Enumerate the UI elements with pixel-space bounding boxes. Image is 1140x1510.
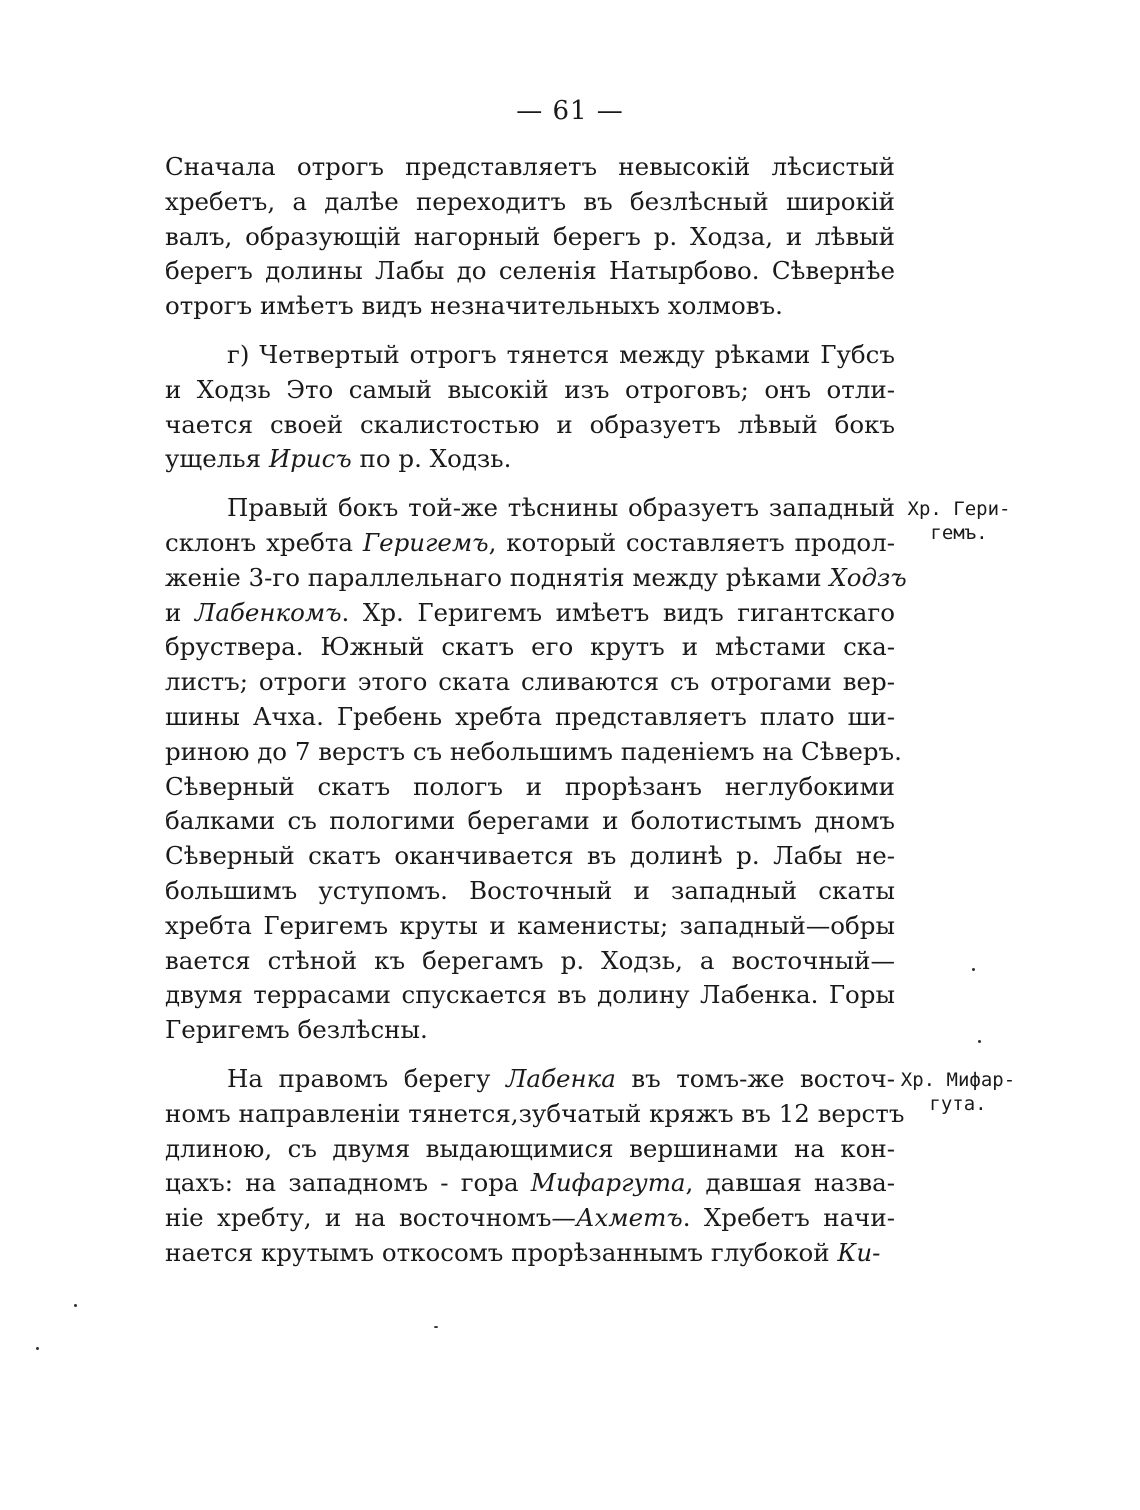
print-speck [36, 1347, 39, 1350]
paragraph-4 [165, 1062, 905, 1271]
text-line: цахъ: на западномъ - гора Мифаргута, давшая назва- [165, 1168, 895, 1198]
text-line: ущелья Ирисъ по р. Ходзь. [165, 444, 512, 474]
margin-note-mifarguta [896, 1068, 1020, 1116]
paragraph-1 [165, 150, 895, 324]
text-line: хребта Геригемъ круты и каменисты; западный—обры [165, 910, 895, 940]
paragraph-2 [165, 338, 895, 477]
text-line: шины Ачха. Гребень хребта представляетъ плато ши- [165, 701, 895, 731]
text-line: вается стѣной къ берегамъ р. Ходзь, а восточный— [165, 945, 895, 975]
text-line: и Лабенкомъ. Хр. Геригемъ имѣетъ видъ гигантскаго [165, 597, 895, 627]
print-speck [972, 968, 975, 971]
page-number: — 61 — [516, 96, 624, 126]
margin-note-line: Хр. Гери- [907, 498, 1011, 520]
text-line: чается своей скалистостью и образуетъ лѣвый бокъ [165, 409, 895, 439]
print-speck [978, 1040, 981, 1043]
text-line: Геригемъ безлѣсны. [165, 1015, 428, 1045]
text-line: ніе хребту, и на восточномъ—Ахметъ. Хребетъ начи- [165, 1203, 895, 1233]
text-line: Сѣверный скатъ пологъ и прорѣзанъ неглубокими [165, 771, 895, 801]
text-line: На правомъ берегу Лабенка въ томъ-же восточ- [227, 1063, 895, 1093]
text-line: листъ; отроги этого ската сливаются съ отрогами вер- [165, 667, 895, 697]
margin-note-line: гемъ. [930, 522, 988, 544]
text-line: женіе 3-го параллельнаго поднятія между рѣками Ходзъ [165, 562, 907, 592]
body-text [165, 150, 907, 1271]
text-line: Правый бокъ той-же тѣснины образуетъ западный [227, 493, 895, 523]
text-line: берегъ долины Лабы до селенія Натырбово. Сѣвернѣе [165, 256, 895, 286]
paragraph-3 [165, 491, 907, 1048]
text-line: хребетъ, а далѣе переходитъ въ безлѣсный широкій [165, 186, 895, 216]
text-line: г) Четвертый отрогъ тянется между рѣками Губсъ [227, 339, 895, 369]
text-line: бруствера. Южный скатъ его крутъ и мѣстами ска- [165, 632, 895, 662]
text-line: номъ направленіи тянется,зубчатый кряжъ въ 12 верстъ [165, 1098, 905, 1128]
print-speck [74, 1304, 77, 1307]
print-speck [434, 1326, 438, 1328]
text-line: отрогъ имѣетъ видъ незначительныхъ холмовъ. [165, 291, 783, 321]
text-line: и Ходзь Это самый высокій изъ отроговъ; онъ отли- [165, 374, 895, 404]
margin-note-line: Хр. Мифар- [900, 1069, 1016, 1091]
text-line: склонъ хребта Геригемъ, который составляетъ продол- [165, 527, 895, 557]
text-line: нается крутымъ откосомъ прорѣзаннымъ глубокой Ки- [165, 1237, 881, 1267]
margin-note-line: гута. [929, 1093, 987, 1115]
text-line: Сначала отрогъ представляетъ невысокій лѣсистый [165, 152, 895, 181]
text-line: длиною, съ двумя выдающимися вершинами на кон- [165, 1133, 895, 1163]
text-line: Сѣверный скатъ оканчивается въ долинѣ р. Лабы не- [165, 841, 895, 871]
text-line: балками съ пологими берегами и болотистымъ дномъ [165, 806, 895, 836]
text-line: валъ, образующій нагорный берегъ р. Ходза, и лѣвый [165, 221, 895, 251]
margin-note-gerigem [900, 497, 1018, 545]
text-line: большимъ уступомъ. Восточный и западный скаты [165, 875, 895, 905]
text-line: риною до 7 верстъ съ небольшимъ паденіемъ на Сѣверъ. [165, 736, 902, 766]
text-line: двумя террасами спускается въ долину Лабенка. Горы [165, 980, 895, 1010]
